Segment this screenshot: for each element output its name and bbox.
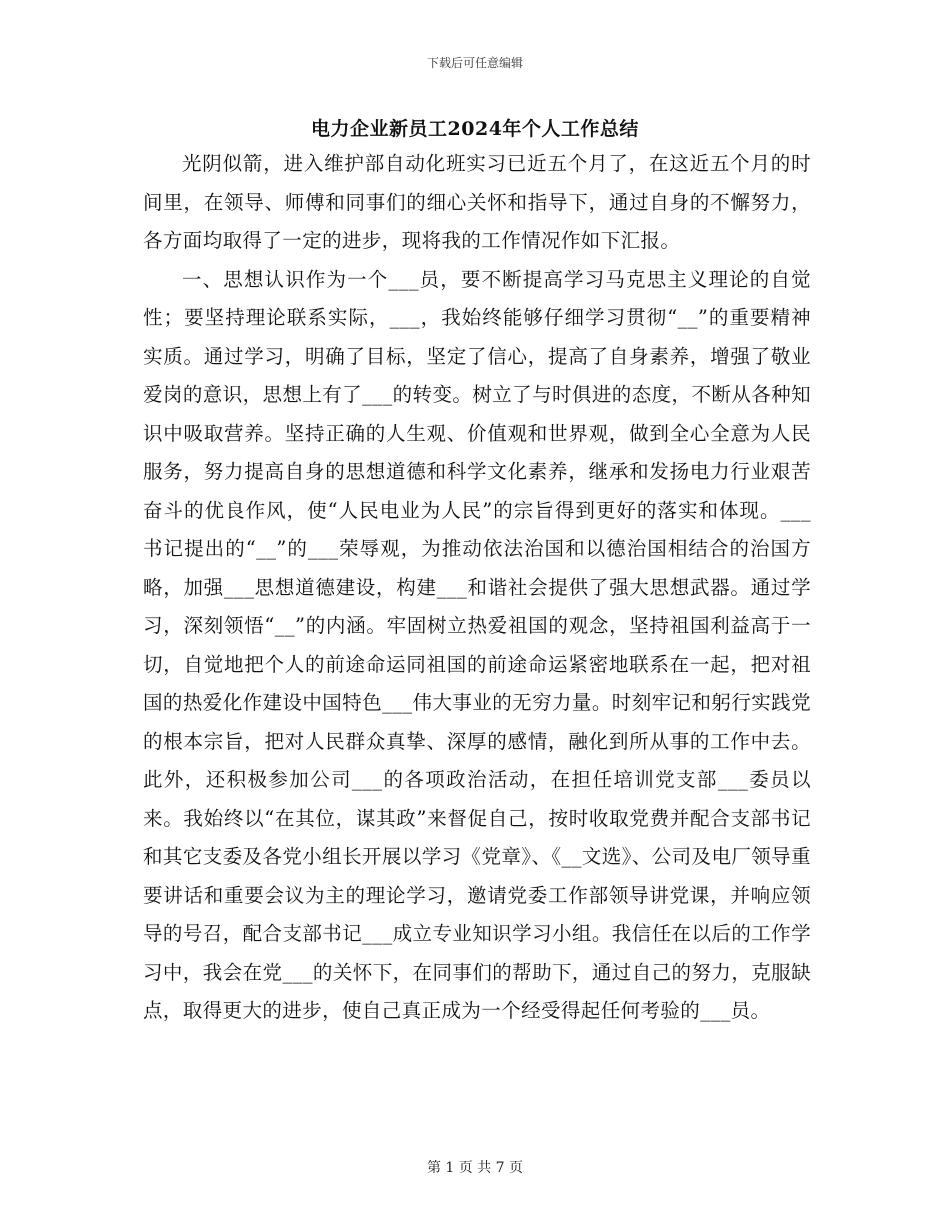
document-body	[143, 145, 811, 1031]
paragraph-intro: 光阴似箭，进入维护部自动化班实习已近五个月了，在这近五个月的时间里，在领导、师傅和同事们的细心关怀和指导下，通过自身的不懈努力，各方面均取得了一定的进步，现将我的工作情况作如下汇报。	[143, 152, 811, 252]
document-title: 电力企业新员工2024年个人工作总结	[311, 118, 639, 140]
page-number: 第 1 页 共 7 页	[426, 1160, 524, 1176]
paragraph-thinking: 一、思想认识作为一个___员，要不断提高学习马克思主义理论的自觉性；要坚持理论联系实际，___，我始终能够仔细学习贯彻“__”的重要精神实质。通过学习，明确了目标，坚定了信心，提高了自身素养，增强了敬业爱岗的意识，思想上有了___的转变。树立了与时俱进的态度，不断从各种知识中吸取营养。坚持正确的人生观、价值观和世界观，做到全心全意为人民服务，努力提高自身的思想道德和科学文化素养，继承和发扬电力行业艰苦奋斗的优良作风，使“人民电业为人民”的宗旨得到更好的落实和体现。___书记提出的“__”的___荣辱观，为推动依法治国和以德治国相结合的治国方略，加强___思想道德建设，构建___和谐社会提供了强大思想武器。通过学习，深刻领悟“__”的内涵。牢固树立热爱祖国的观念，坚持祖国利益高于一切，自觉地把个人的前途命运同祖国的前途命运紧密地联系在一起，把对祖国的热爱化作建设中国特色___伟大事业的无穷力量。时刻牢记和躬行实践党的根本宗旨，把对人民群众真挚、深厚的感情，融化到所从事的工作中去。此外，还积极参加公司___的各项政治活动，在担任培训党支部___委员以来。我始终以“在其位，谋其政”来督促自己，按时收取党费并配合支部书记和其它支委及各党小组长开展以学习《党章》、《__文选》、公司及电厂领导重要讲话和重要会议为主的理论学习，邀请党委工作部领导讲党课，并响应领导的号召，配合支部书记___成立专业知识学习小组。我信任在以后的工作学习中，我会在党___的关怀下，在同事们的帮助下，通过自己的努力，克服缺点，取得更大的进步，使自己真正成为一个经受得起任何考验的___员。	[143, 267, 811, 1022]
header-note: 下载后可任意编辑	[426, 56, 523, 70]
